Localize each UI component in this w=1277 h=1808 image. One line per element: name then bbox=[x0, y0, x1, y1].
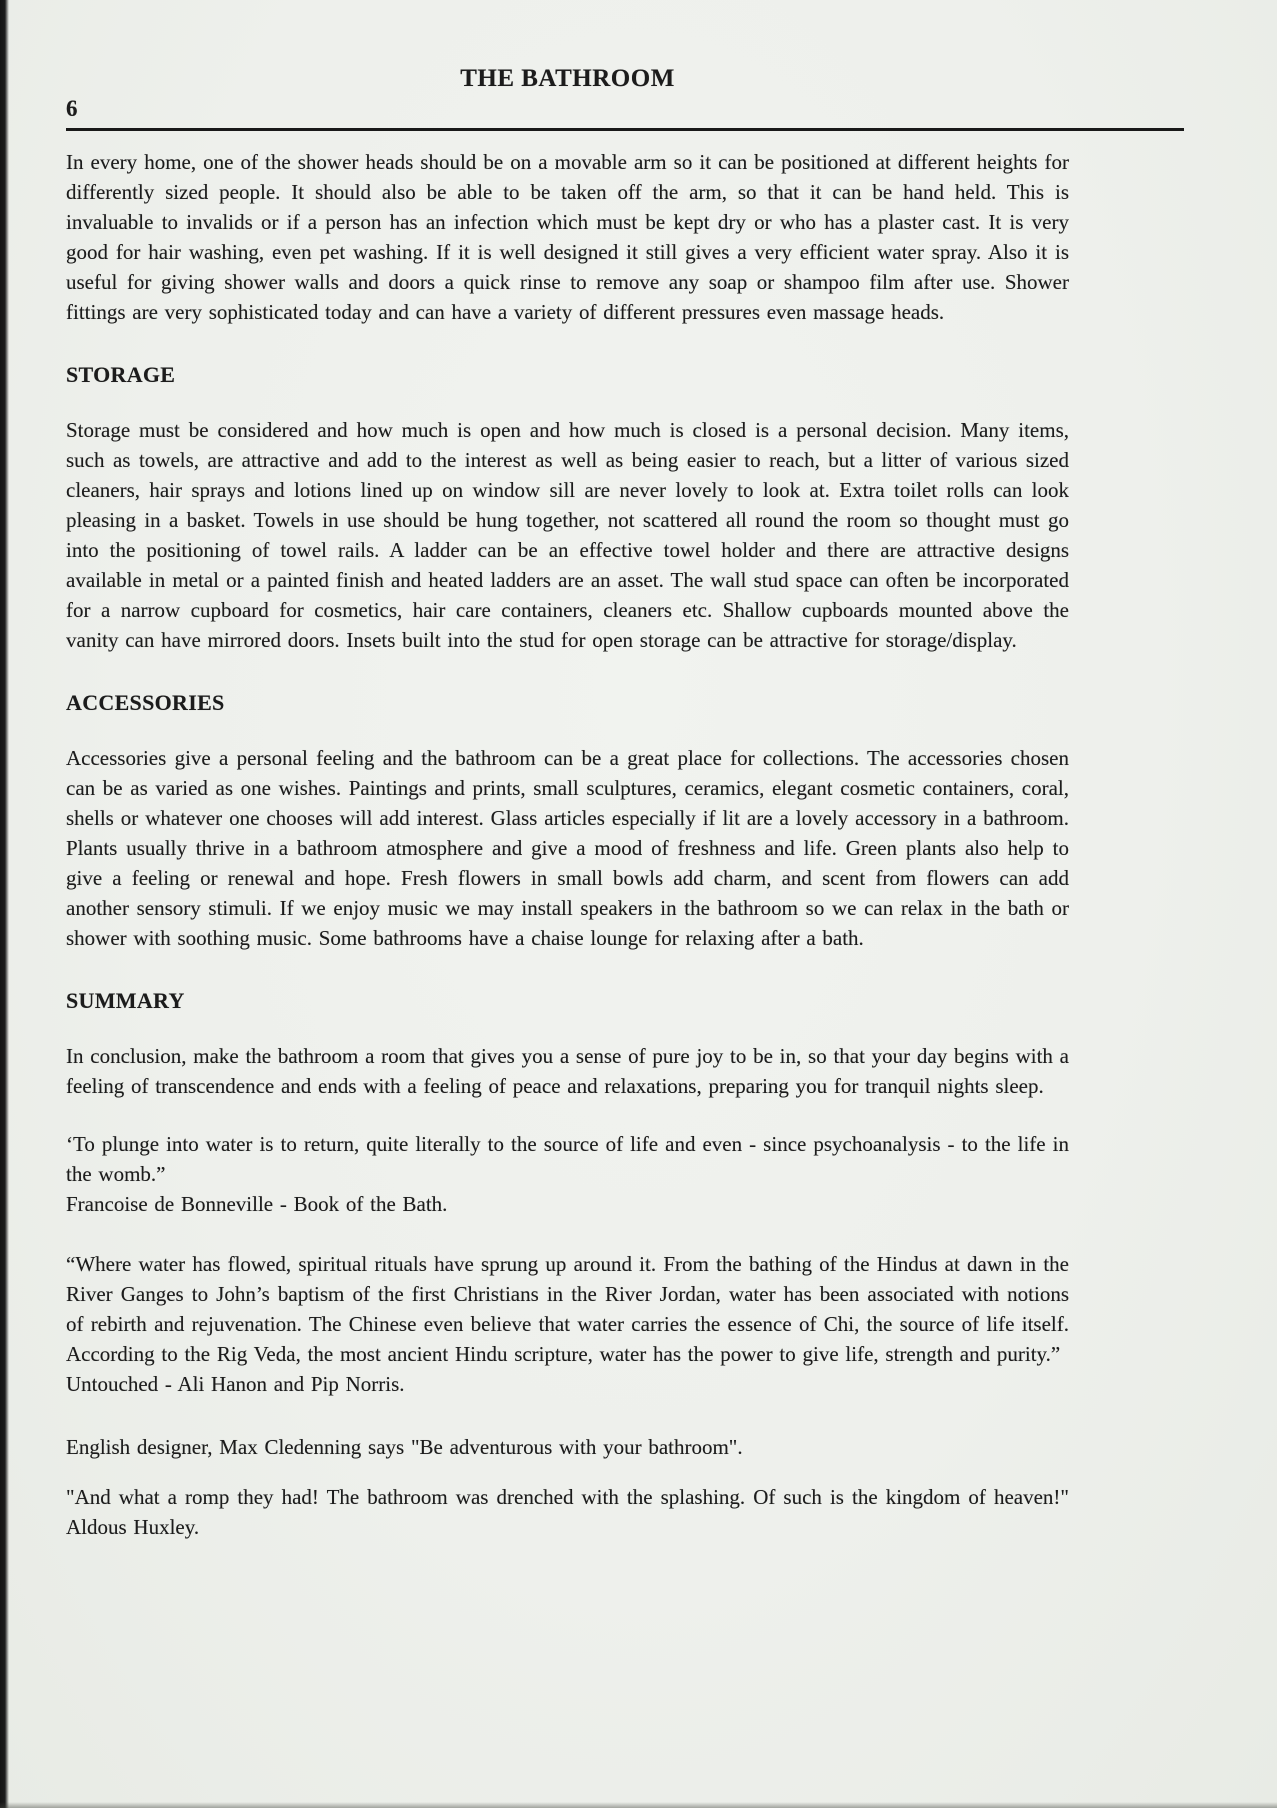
storage-paragraph: Storage must be considered and how much is open and how much is closed is a personal decision. Many items, such as towels, are attractive and add to the interest as well as being easier to reach, but a litter of various sized cleaners, hair sprays and lotions lined up on window sill are never lovely to look at. Extra toilet rolls can look pleasing in a basket. Towels in use should be hung together, not scattered all round the room so thought must go into the positioning of towel rails. A ladder can be an effective towel holder and there are attractive designs available in metal or a painted finish and heated ladders are an asset. The wall stud space can often be incorporated for a narrow cupboard for cosmetics, hair care containers, cleaners etc. Shallow cupboards mounted above the vanity can have mirrored doors. Insets built into the stud for open storage can be attractive for storage/display. bbox=[66, 418, 1069, 652]
quote-bonneville-attribution: Francoise de Bonneville - Book of the Bath. bbox=[66, 1192, 448, 1216]
quote-bonneville-text: ‘To plunge into water is to return, quite literally to the source of life and even - since psychoanalysis - to the life in the womb.” bbox=[66, 1132, 1069, 1186]
storage-heading: STORAGE bbox=[66, 362, 176, 387]
accessories-paragraph: Accessories give a personal feeling and the bathroom can be a great place for collections. The accessories chosen can be as varied as one wishes. Paintings and prints, small sculptures, ceramics, elegant cosmetic containers, coral, shells or whatever one chooses will add interest. Glass articles especially if lit are a lovely accessory in a bathroom. Plants usually thrive in a bathroom atmosphere and give a mood of freshness and life. Green plants also help to give a feeling or renewal and hope. Fresh flowers in small bowls add charm, and scent from flowers can add another sensory stimuli. If we enjoy music we may install speakers in the bathroom so we can relax in the bath or shower with soothing music. Some bathrooms have a chaise lounge for relaxing after a bath. bbox=[66, 746, 1069, 950]
quote-untouched-text: “Where water has flowed, spiritual rituals have sprung up around it. From the bathing of the Hindus at dawn in the River Ganges to John’s baptism of the first Christians in the River Jordan, water has been associated with notions of rebirth and rejuvenation. The Chinese even believe that water carries the essence of Chi, the source of life itself. According to the Rig Veda, the most ancient Hindu scripture, water has the power to give life, strength and purity.” bbox=[66, 1252, 1069, 1366]
quote-untouched-attribution: Untouched - Ali Hanon and Pip Norris. bbox=[66, 1372, 405, 1396]
huxley-quote-paragraph: "And what a romp they had! The bathroom was drenched with the splashing. Of such is the kingdom of heaven!" Aldous Huxley. bbox=[66, 1485, 1069, 1539]
header-rule bbox=[66, 128, 1184, 131]
quote-untouched-block bbox=[66, 1249, 1069, 1399]
designer-quote-line: English designer, Max Cledenning says "Be adventurous with your bathroom". bbox=[66, 1435, 743, 1459]
summary-heading: SUMMARY bbox=[66, 988, 185, 1013]
page-number: 6 bbox=[66, 96, 78, 121]
summary-paragraph: In conclusion, make the bathroom a room that gives you a sense of pure joy to be in, so that your day begins with a feeling of transcendence and ends with a feeling of peace and relaxations, preparing you for tranquil nights sleep. bbox=[66, 1044, 1069, 1098]
scan-edge-bottom bbox=[0, 1802, 1277, 1808]
intro-paragraph: In every home, one of the shower heads should be on a movable arm so it can be positioned at different heights for differently sized people. It should also be able to be taken off the arm, so that it can be hand held. This is invaluable to invalids or if a person has an infection which must be kept dry or who has a plaster cast. It is very good for hair washing, even pet washing. If it is well designed it still gives a very efficient water spray. Also it is useful for giving shower walls and doors a quick rinse to remove any soap or shampoo film after use. Shower fittings are very sophisticated today and can have a variety of different pressures even massage heads. bbox=[66, 150, 1069, 324]
accessories-heading: ACCESSORIES bbox=[66, 690, 225, 715]
quote-bonneville-block bbox=[66, 1129, 1069, 1219]
page-title: THE BATHROOM bbox=[460, 65, 675, 92]
